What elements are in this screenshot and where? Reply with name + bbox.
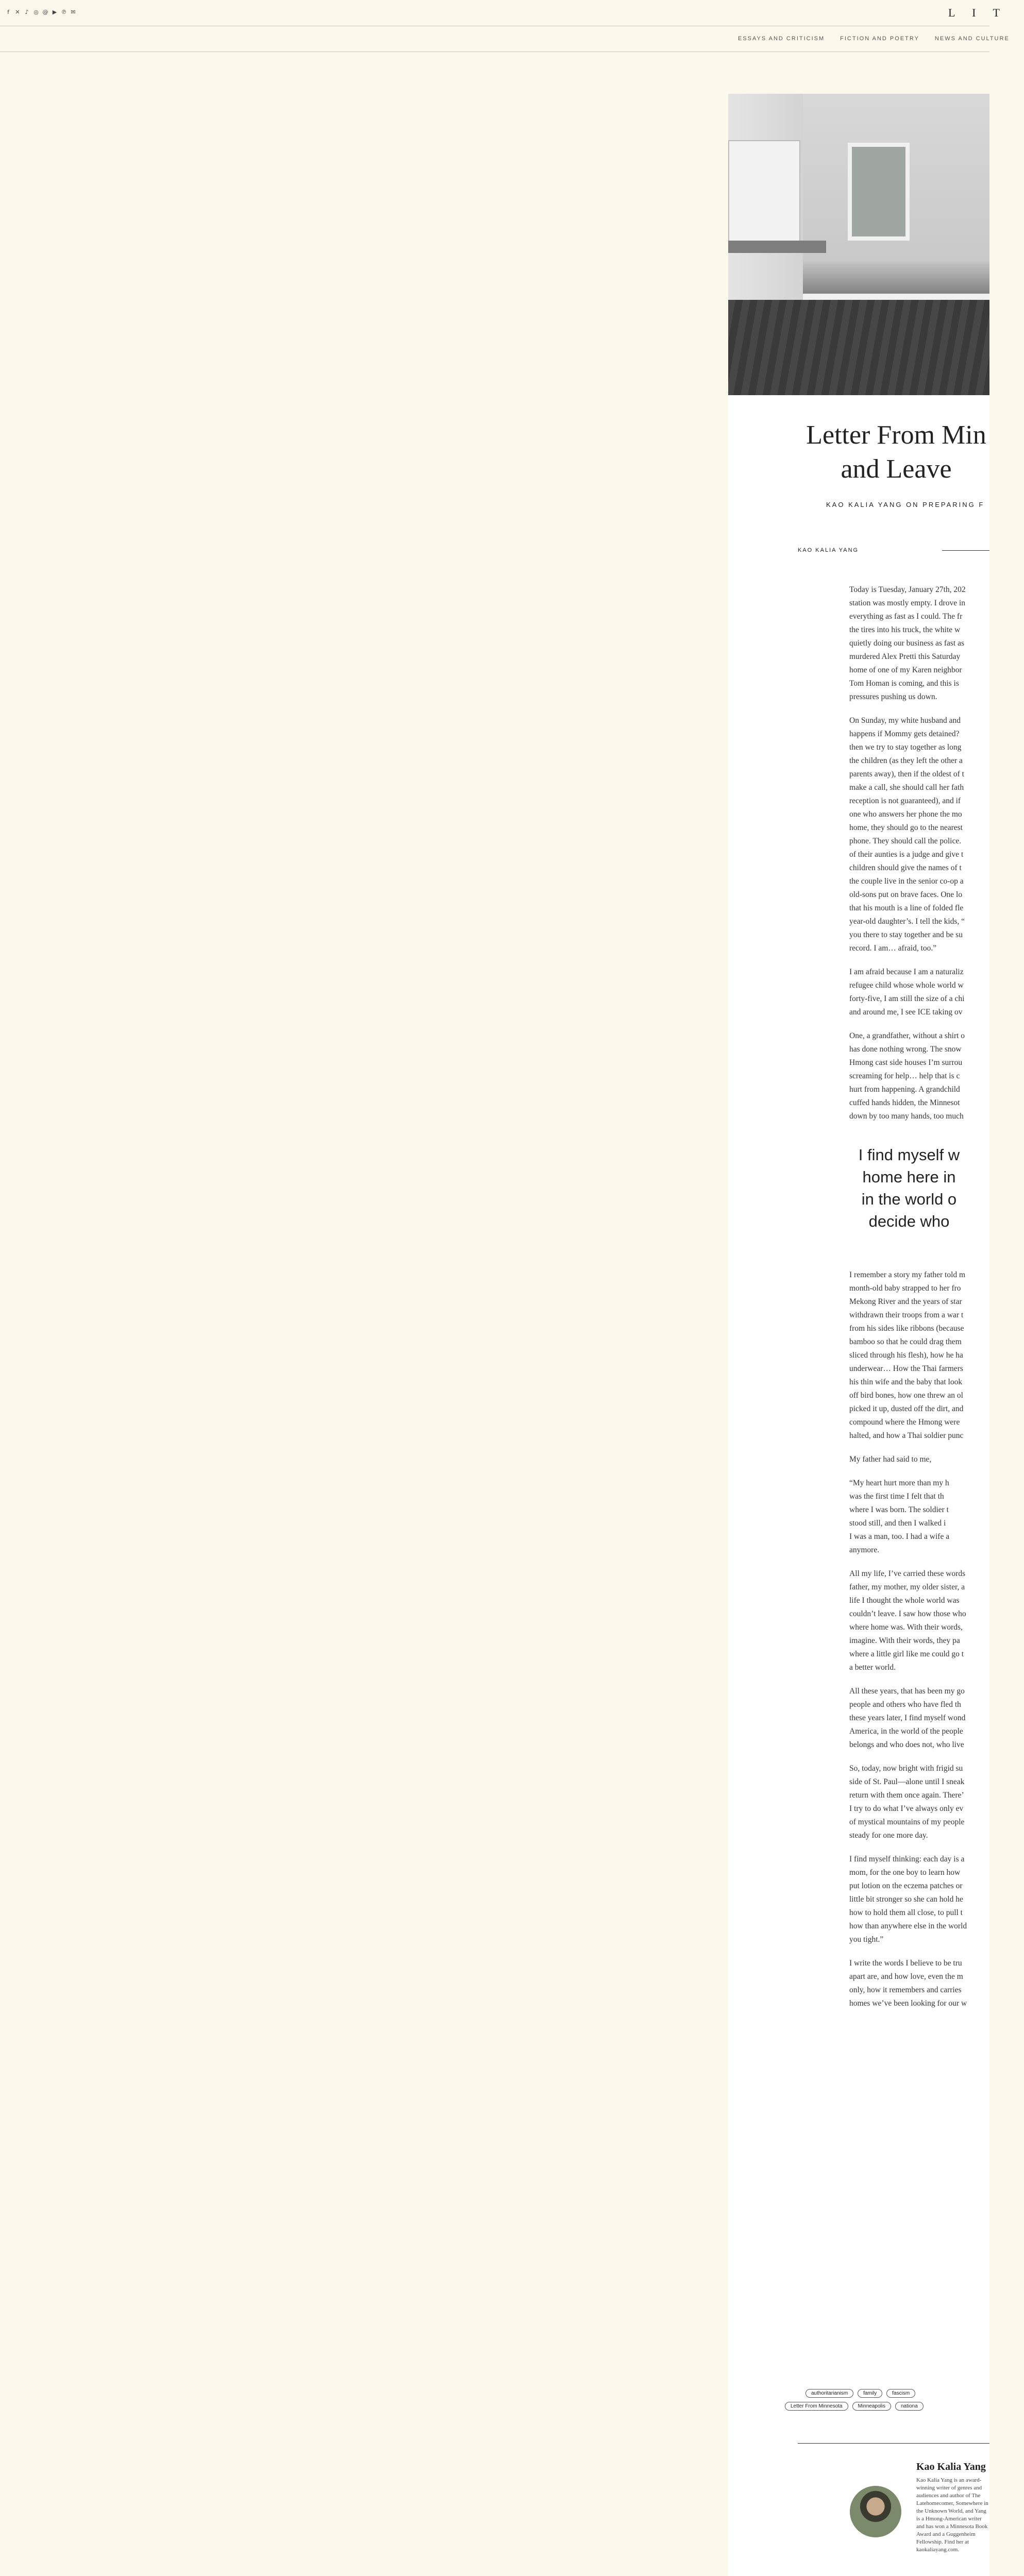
paragraph-line: home of one of my Karen neighbor <box>849 666 962 674</box>
paragraph-line: people and others who have fled th <box>849 1700 961 1709</box>
paragraph-line: parents away), then if the oldest of t <box>849 770 964 778</box>
body-paragraph <box>849 1567 989 1674</box>
pull-quote-line: in the world o <box>861 1190 957 1208</box>
site-logo[interactable]: L I T <box>948 6 1007 19</box>
paragraph-line: station was mostly empty. I drove in <box>849 599 966 607</box>
body-paragraph <box>849 1957 989 2010</box>
paragraph-line: I remember a story my father told m <box>849 1270 966 1279</box>
paragraph-line: you there to stay together and be su <box>849 930 963 939</box>
paragraph-line: cuffed hands hidden, the Minnesot <box>849 1098 960 1107</box>
tag-chip[interactable]: Letter From Minnesota <box>785 2402 848 2411</box>
paragraph-line: I try to do what I’ve always only ev <box>849 1804 964 1813</box>
nav-news-and-culture[interactable]: NEWS AND CULTURE <box>934 36 1010 42</box>
paragraph-line: mom, for the one boy to learn how <box>849 1868 961 1877</box>
paragraph-line: All my life, I’ve carried these words <box>849 1569 966 1578</box>
paragraph-line: bamboo so that he could drag them <box>849 1337 962 1346</box>
paragraph-line: month-old baby strapped to her fro <box>849 1284 961 1293</box>
tag-chip[interactable]: Minneapolis <box>852 2402 891 2411</box>
block-quote <box>849 1477 971 1557</box>
article-title: Letter From Min and Leave <box>806 420 986 484</box>
paragraph-line: picked it up, dusted off the dirt, and <box>849 1404 964 1413</box>
tiktok-icon[interactable]: ♪ <box>25 9 29 15</box>
block-quote-line: “My heart hurt more than my h <box>849 1479 949 1487</box>
paragraph-line: side of St. Paul—alone until I sneak <box>849 1777 965 1786</box>
paragraph-line: down by too many hands, too much <box>849 1112 964 1121</box>
hero-image <box>728 94 989 395</box>
body-paragraph <box>849 1853 989 1946</box>
paragraph-line: I am afraid because I am a naturaliz <box>849 968 964 976</box>
paragraph-line: All these years, that has been my go <box>849 1687 965 1696</box>
author-avatar <box>850 2486 901 2537</box>
paragraph-line: life I thought the whole world was <box>849 1596 960 1605</box>
paragraph-line: screaming for help… help that is c <box>849 1072 960 1080</box>
paragraph-line: homes we’ve been looking for our w <box>849 1999 967 2008</box>
author-bio: Kao Kalia Yang is an award-winning writer of genres and audiences and author of The Latehomecomer, Somewhere in the Unknown World, and Yang is a Hmong-American writer and has won a Minnesota Book Award and a Guggenheim Fellowship. Find her at kaokaliayang.com. <box>916 2477 988 2553</box>
paragraph-line: I find myself thinking: each day is a <box>849 1855 965 1863</box>
paragraph-line: from his sides like ribbons (because <box>849 1324 964 1333</box>
byline-row <box>798 547 989 557</box>
tag-chip[interactable]: fascism <box>886 2389 915 2398</box>
article-card <box>728 94 989 2576</box>
tag-list <box>791 2389 989 2415</box>
paragraph-line: how than anywhere else in the world <box>849 1922 967 1930</box>
paragraph-line: and around me, I see ICE taking ov <box>849 1008 963 1016</box>
paragraph-line: Tom Homan is coming, and this is <box>849 679 959 688</box>
paragraph-line: couldn’t leave. I saw how those who <box>849 1609 966 1618</box>
tag-chip[interactable]: authoritarianism <box>805 2389 853 2398</box>
instagram-icon[interactable]: ◎ <box>33 9 39 15</box>
paragraph-line: has done nothing wrong. The snow <box>849 1045 962 1054</box>
paragraph-line: apart are, and how love, even the m <box>849 1972 963 1981</box>
paragraph-line: belongs and who does not, who live <box>849 1740 964 1749</box>
paragraph-line: One, a grandfather, without a shirt o <box>849 1031 965 1040</box>
paragraph-line: then we try to stay together as long <box>849 743 962 752</box>
nav-essays-and-criticism[interactable]: ESSAYS AND CRITICISM <box>738 36 825 42</box>
paragraph-line: the couple live in the senior co-op a <box>849 877 964 886</box>
paragraph-line: happens if Mommy gets detained? <box>849 730 960 738</box>
paragraph-line: On Sunday, my white husband and <box>849 716 961 725</box>
byline-divider <box>942 550 989 551</box>
paragraph-line: So, today, now bright with frigid su <box>849 1764 963 1773</box>
body-paragraph <box>849 965 989 1019</box>
tag-chip[interactable]: family <box>858 2389 882 2398</box>
paragraph-line: little bit stronger so she can hold he <box>849 1895 963 1904</box>
paragraph-line: make a call, she should call her fath <box>849 783 964 792</box>
paragraph-line: the tires into his truck, the white w <box>849 625 961 634</box>
paragraph-line: where a little girl like me could go t <box>849 1650 964 1658</box>
article-subtitle: KAO KALIA YANG ON PREPARING F <box>826 501 985 509</box>
pull-quote <box>829 1144 989 1232</box>
paragraph-line: one who answers her phone the mo <box>849 810 962 819</box>
paragraph-line: pressures pushing us down. <box>849 692 937 701</box>
facebook-icon[interactable]: f <box>7 9 9 15</box>
paragraph-line: you tight.” <box>849 1935 884 1944</box>
paragraph-line: how to hold them all close, to pull t <box>849 1908 963 1917</box>
article-body <box>849 583 989 2021</box>
paragraph-line: that his mouth is a line of folded fle <box>849 904 964 912</box>
author-name[interactable]: Kao Kalia Yang <box>916 2461 986 2472</box>
paragraph-line: withdrawn their troops from a war t <box>849 1311 964 1319</box>
author-byline[interactable]: KAO KALIA YANG <box>798 547 859 553</box>
tag-chip[interactable]: nationa <box>895 2402 924 2411</box>
paragraph-line: underwear… How the Thai farmers <box>849 1364 963 1373</box>
paragraph-line: murdered Alex Pretti this Saturday <box>849 652 961 661</box>
body-paragraph <box>849 1268 989 1443</box>
body-paragraph <box>849 1029 989 1123</box>
block-quote-line: where I was born. The soldier t <box>849 1505 949 1514</box>
paragraph-line: year-old daughter’s. I tell the kids, “ <box>849 917 965 926</box>
pinterest-icon[interactable]: ℗ <box>61 9 67 15</box>
paragraph-line: Hmong cast side houses I’m surrou <box>849 1058 963 1067</box>
paragraph-line: everything as fast as I could. The fr <box>849 612 963 621</box>
author-divider <box>798 2443 989 2444</box>
paragraph-line: sliced through his flesh), how he ha <box>849 1351 963 1360</box>
paragraph-line: where home was. With their words, <box>849 1623 963 1632</box>
pull-quote-line: I find myself w <box>858 1146 960 1164</box>
top-bar <box>0 0 1007 26</box>
body-paragraph <box>849 1685 989 1752</box>
paragraph-line: children should give the names of t <box>849 863 962 872</box>
paragraph-line: compound where the Hmong were <box>849 1418 960 1427</box>
body-paragraph <box>849 714 989 955</box>
pull-quote-line: decide who <box>868 1212 950 1230</box>
paragraph-line: return with them once again. There’ <box>849 1791 964 1800</box>
paragraph-line: reception is not guaranteed), and if <box>849 796 961 805</box>
paragraph-line: hurt from happening. A grandchild <box>849 1085 960 1094</box>
paragraph-line: record. I am… afraid, too.” <box>849 944 937 953</box>
paragraph-line: only, how it remembers and carries <box>849 1986 962 1994</box>
block-quote-line: I was a man, too. I had a wife a <box>849 1532 950 1541</box>
paragraph-line: the children (as they left the other a <box>849 756 963 765</box>
block-quote-line: was the first time I felt that th <box>849 1492 944 1501</box>
social-links <box>5 9 76 15</box>
body-paragraph <box>849 1453 989 1466</box>
threads-icon[interactable]: @ <box>42 9 48 15</box>
mail-icon[interactable]: ✉ <box>71 9 76 15</box>
paragraph-line: imagine. With their words, they pa <box>849 1636 960 1645</box>
paragraph-line: forty-five, I am still the size of a chi <box>849 994 965 1003</box>
paragraph-line: put lotion on the eczema patches or <box>849 1882 963 1890</box>
paragraph-line: of mystical mountains of my people <box>849 1818 965 1826</box>
paragraph-line: America, in the world of the people <box>849 1727 963 1736</box>
paragraph-line: I write the words I believe to be tru <box>849 1959 962 1968</box>
paragraph-line: phone. They should call the police. <box>849 837 962 845</box>
paragraph-line: his thin wife and the baby that look <box>849 1378 963 1386</box>
paragraph-line: Today is Tuesday, January 27th, 202 <box>849 585 966 594</box>
nav-fiction-and-poetry[interactable]: FICTION AND POETRY <box>840 36 919 42</box>
paragraph-line: old-sons put on brave faces. One lo <box>849 890 963 899</box>
paragraph-line: refugee child whose whole world w <box>849 981 964 990</box>
paragraph-line: off bird bones, how one threw an ol <box>849 1391 963 1400</box>
youtube-icon[interactable]: ▶ <box>52 9 57 15</box>
paragraph-line: a better world. <box>849 1663 896 1672</box>
body-paragraph <box>849 583 989 704</box>
paragraph-line: of their aunties is a judge and give t <box>849 850 964 859</box>
paragraph-line: these years later, I find myself wond <box>849 1714 966 1722</box>
paragraph-line: halted, and how a Thai soldier punc <box>849 1431 964 1440</box>
paragraph-line: quietly doing our business as fast as <box>849 639 965 648</box>
paragraph-line: father, my mother, my older sister, a <box>849 1583 965 1591</box>
paragraph-line: home, they should go to the nearest <box>849 823 963 832</box>
block-quote-line: anymore. <box>849 1546 880 1554</box>
twitter-icon[interactable]: ✕ <box>15 9 20 15</box>
pull-quote-line: home here in <box>862 1168 956 1186</box>
paragraph-line: steady for one more day. <box>849 1831 928 1840</box>
main-nav <box>0 26 1010 52</box>
paragraph-line: My father had said to me, <box>849 1455 932 1464</box>
block-quote-line: stood still, and then I walked i <box>849 1519 946 1528</box>
paragraph-line: Mekong River and the years of star <box>849 1297 962 1306</box>
body-paragraph <box>849 1762 989 1842</box>
